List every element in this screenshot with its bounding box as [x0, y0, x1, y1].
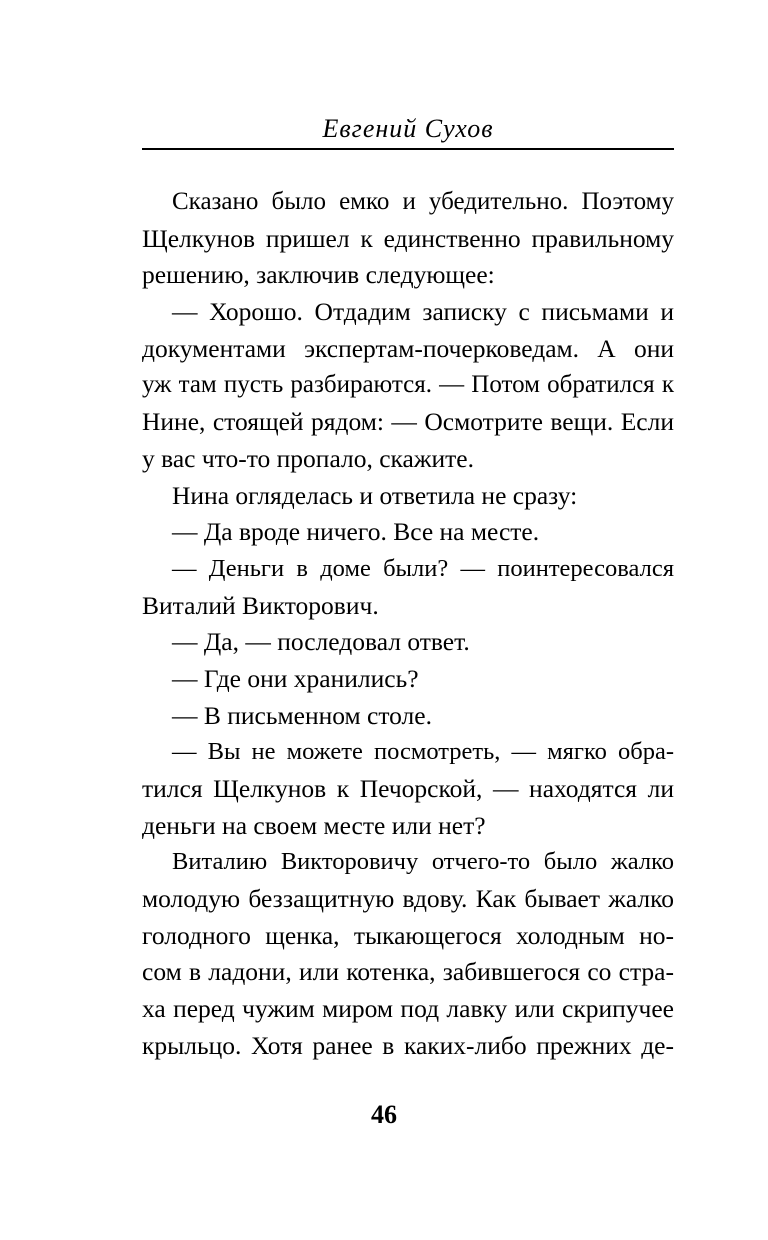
text-line: — Вы не можете посмотреть, — мягко обра-	[172, 738, 674, 766]
text-line: Щелкунов пришел к единственно правильному	[142, 223, 674, 253]
text-line: Нине, стоящей рядом: — Осмотрите вещи. Если	[142, 407, 674, 437]
text-line: — Да вроде ничего. Все на месте.	[172, 517, 540, 547]
text-line: решению, заключив следующее:	[142, 260, 495, 290]
text-line: сом в ладони, или котенка, забившегося со стра-	[142, 957, 674, 987]
text-line: Сказано было емко и убедительно. Поэтому	[172, 188, 674, 215]
text-line: — Где они хранились?	[172, 663, 419, 693]
text-line: деньги на своем месте или нет?	[142, 810, 486, 840]
text-line: документами экспертам-почерковедам. А они	[142, 333, 674, 363]
text-line: — В письменном столе.	[172, 700, 432, 730]
text-line: Виталию Викторовичу отчего-то было жалко	[172, 848, 674, 876]
text-line: у вас что-то пропало, скажите.	[142, 443, 474, 473]
text-line: голодного щенка, тыкающегося холодным но-	[142, 920, 674, 950]
page-number: 46	[371, 1100, 397, 1129]
body-text	[142, 184, 674, 1065]
text-line: крыльцо. Хотя ранее в каких-либо прежних де-	[142, 1030, 674, 1060]
text-line: Нина огляделась и ответила не сразу:	[172, 480, 578, 510]
text-line: — Хорошо. Отдадим записку с письмами и	[172, 297, 674, 327]
text-line: тился Щелкунов к Печорской, — находятся ли	[142, 774, 674, 803]
running-header	[142, 108, 674, 150]
running-title: Евгений Сухов	[322, 114, 494, 143]
text-line: — Деньги в доме были? — поинтересовался	[172, 554, 674, 582]
text-line: молодую беззащитную вдову. Как бывает жалко	[142, 884, 674, 914]
text-line: ха перед чужим миром под лавку или скрипучее	[142, 994, 674, 1024]
text-line: — Да, — последовал ответ.	[172, 627, 470, 657]
text-line: Виталий Викторович.	[142, 590, 379, 620]
text-line: уж там пусть разбираются. — Потом обратился к	[142, 371, 674, 399]
